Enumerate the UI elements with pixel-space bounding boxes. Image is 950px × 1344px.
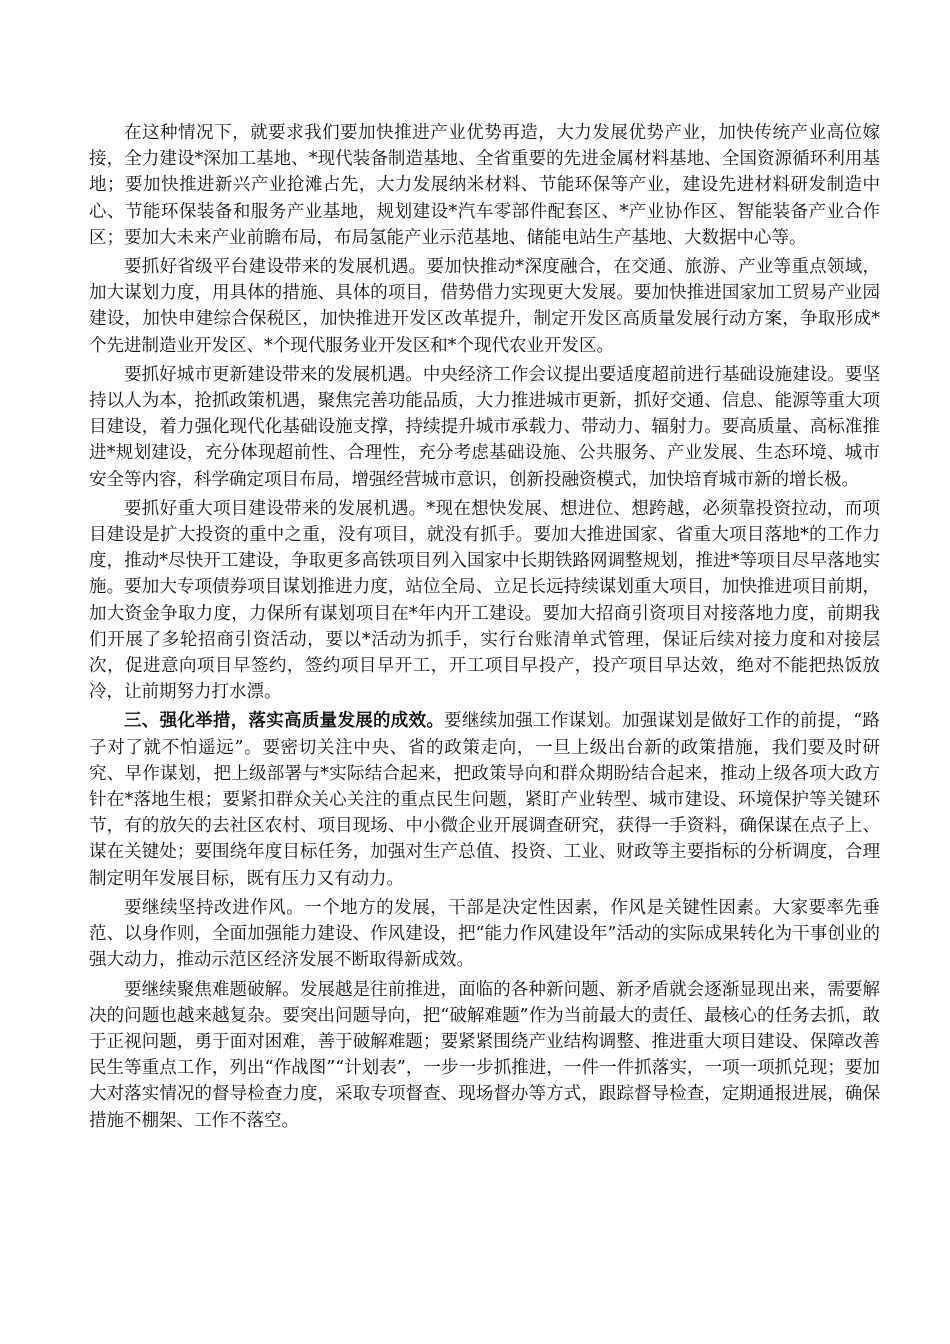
section-three-body: 要继续加强工作谋划。加强谋划是做好工作的前提，“路子对了就不怕遥远”。要密切关注中央、省的政策走向，一旦上级出台新的政策措施，我们要及时研究、早作谋划，把上级部署与*实际结合起来，把政策导向和群众期盼结合起来，推动上级各项大政方针在*落地生根；要紧扣群众关心关注的重点民生问题，紧盯产业转型、城市建设、环境保护等关键环节，有的放矢的去社区农村、项目现场、中小微企业开展调查研究，获得一手资料，确保谋在点子上、谋在关键处；要围绕年度目标任务，加强对生产总值、投资、工业、财政等主要指标的分析调度，合理制定明年发展目标，既有压力又有动力。	[89, 711, 881, 889]
paragraph-urban-renewal: 要抓好城市更新建设带来的发展机遇。中央经济工作会议提出要适度超前进行基础设施建设。要坚持以人为本，抢抓政策机遇，聚焦完善功能品质，大力推进城市更新，抓好交通、信息、能源等重大项目建设，着力强化现代化基础设施支撑，持续提升城市承载力、带动力、辐射力。要高质量、高标准推进*规划建设，充分体现超前性、合理性，充分考虑基础设施、公共服务、产业发展、生态环境、城市安全等内容，科学确定项目布局，增强经营城市意识，创新投融资模式，加快培育城市新的增长极。	[89, 364, 880, 490]
section-heading-three: 三、强化举措，落实高质量发展的成效。	[124, 711, 445, 732]
paragraph-problem-solving: 要继续聚焦难题破解。发展越是往前推进，面临的各种新问题、新矛盾就会逐渐显现出来，需要解决的问题也越来越复杂。要突出问题导向，把“破解难题”作为当前最大的责任、最核心的任务去抓，敢于正视问题，勇于面对困难，善于破解难题；要紧紧围绕产业结构调整、推进重大项目建设、保障改善民生等重点工作，列出“作战图”“计划表”，一步一步抓推进，一件一件抓落实，一项一项抓兑现；要加大对落实情况的督导检查力度，采取专项督查、现场督办等方式，跟踪督导检查，定期通报进展，确保措施不棚架、工作不落空。	[89, 979, 880, 1131]
paragraph-work-style: 要继续坚持改进作风。一个地方的发展，干部是决定性因素，作风是关键性因素。大家要率先垂范、以身作则，全面加强能力建设、作风建设，把“能力作风建设年”活动的实际成果转化为干事创业的强大动力，推动示范区经济发展不断取得新成效。	[89, 897, 880, 971]
paragraph-industry-advantage: 在这种情况下，就要求我们要加快推进产业优势再造，大力发展优势产业，加快传统产业高位嫁接，全力建设*深加工基地、*现代装备制造基地、全省重要的先进金属材料基地、全国资源循环利用基地；要加快推进新兴产业抢滩占先，大力发展纳米材料、节能环保等产业，建设先进材料研发制造中心、节能环保装备和服务产业基地，规划建设*汽车零部件配套区、*产业协作区、智能装备产业合作区；要加大未来产业前瞻布局，布局氢能产业示范基地、储能电站生产基地、大数据中心等。	[89, 123, 880, 248]
paragraph-section-three	[89, 708, 880, 891]
paragraph-major-projects: 要抓好重大项目建设带来的发展机遇。*现在想快发展、想进位、想跨越，必须靠投资拉动，而项目建设是扩大投资的重中之重，没有项目，就没有抓手。要加大推进国家、省重大项目落地*的工作力度，推动*尽快开工建设，争取更多高铁项目列入国家中长期铁路网调整规划，推进*等项目尽早落地实施。要加大专项债券项目谋划推进力度，站位全局、立足长远持续谋划重大项目，加快推进项目前期，加大资金争取力度，力保所有谋划项目在*年内开工建设。要加大招商引资项目对接落地力度，前期我们开展了多轮招商引资活动，要以*活动为抓手，实行台账清单式管理，保证后续对接力度和对接层次，促进意向项目早签约，签约项目早开工，开工项目早投产，投产项目早达效，绝对不能把热饭放冷，让前期努力打水漂。	[89, 498, 880, 703]
paragraph-provincial-platform: 要抓好省级平台建设带来的发展机遇。要加快推动*深度融合，在交通、旅游、产业等重点领域，加大谋划力度，用具体的措施、具体的项目，借势借力实现更大发展。要加快推进国家加工贸易产业园建设，加快申建综合保税区，加快推进开发区改革提升，制定开发区高质量发展行动方案，争取形成*个先进制造业开发区、*个现代服务业开发区和*个现代农业开发区。	[89, 257, 880, 356]
